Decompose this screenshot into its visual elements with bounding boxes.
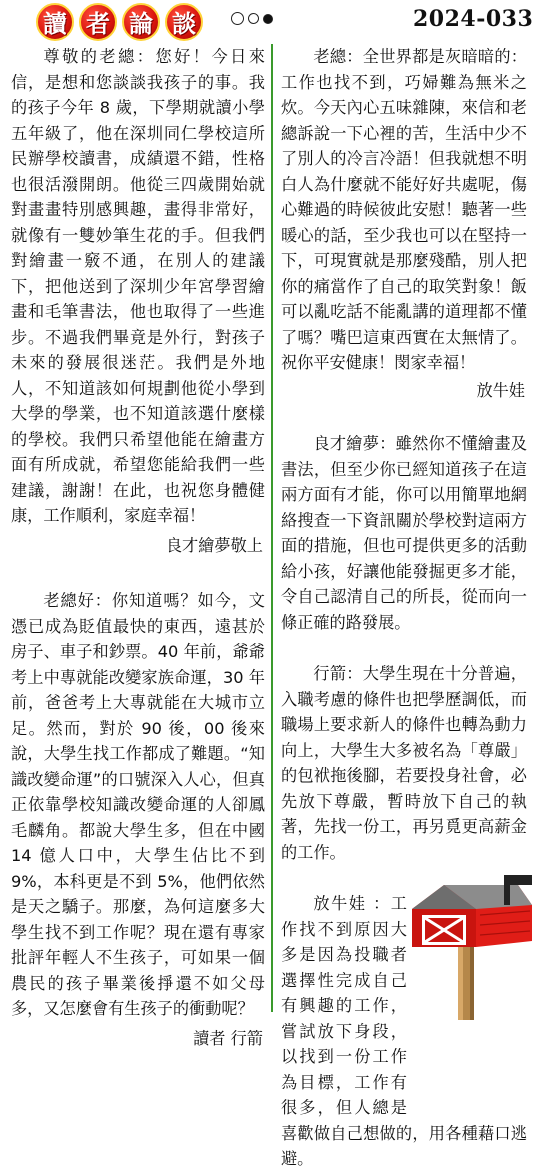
- reader-letter: 尊敬的老總：您好！今日來信，是想和您談談我孩子的事。我的孩子今年 8 歲，下學期就讀小學五年級了，他在深圳同仁學校這所民辦學校讀書，成績還不錯，性格也很活潑開朗。他從三四歲開始就對畫畫特別感興趣，畫得非常好，就像有一雙妙筆生花的手。但我們對繪畫一竅不通，在別人的建議下，把他送到了深圳少年宮學習繪畫和毛筆書法，他也取得了一些進步。不過我們畢竟是外行，對孩子未來的發展很迷茫。我們是外地人，不知道該如何規劃他從小學到大學的學業，也不知道該選什麼樣的學校。我們只希望他能在繪畫方面有所成就，希望您能給我們一些建議，謝謝！在此，也祝您身體健康，工作順利，家庭幸福！: [11, 47, 265, 525]
- mailbox-icon: [400, 875, 540, 1020]
- title-char: 談: [165, 3, 203, 41]
- column-title: [36, 3, 203, 41]
- left-column: [11, 44, 265, 1051]
- title-char: 者: [79, 3, 117, 41]
- editor-reply: 行箭：大學生現在十分普遍，入職考慮的條件也把學歷調低，而職場上要求新人的條件也轉為動力向上，大學生大多被名為「尊嚴」的包袱拖後腳，若要投身社會，必先放下尊嚴，暫時放下自己的執著，先找一份工，再另覓更高薪金的工作。: [281, 664, 527, 862]
- title-char: 論: [122, 3, 160, 41]
- reader-letter: 老總：全世界都是灰暗暗的：工作也找不到，巧婦難為無米之炊。今天內心五味雜陳，來信和老總訴說一下心裡的苦，生活中少不了別人的冷言冷語！但我就想不明白人為什麼就不能好好共處呢，傷心難過的時候彼此安慰！聽著一些暖心的話，至少我也可以在堅持一下，可現實就是那麼殘酷，別人把你的痛當作了自己的取笑對象！飯可以亂吃話不能亂講的道理都不懂了嗎？嘴巴這東西實在太無情了。祝你平安健康！閔家幸福！: [281, 47, 527, 372]
- circle-outline-icon: [231, 12, 244, 25]
- editor-reply: 放牛娃 ：工作找不到原因大多是因為投職者選擇性完成自己有興趣的工作，嘗試放下身段，以找到一份工作為目標，工作有很多，但人總是喜歡做自己想做的，用各種藉口逃避。: [281, 894, 527, 1168]
- column-divider: [271, 44, 273, 1012]
- decorative-dots: [231, 12, 273, 25]
- circle-outline-icon: [248, 13, 259, 24]
- reader-letter: 老總好：你知道嗎？如今，文憑已成為貶值最快的東西，遠甚於房子、車子和鈔票。40 年前，爺爺考上中專就能改變家族命運，30 年前，爸爸考上大專就能在大城市立足。然而，對於 90 後，00 後來說，大學生找工作都成了難題。“知識改變命運”的口號深入人心，但真正依靠學校知識改變命運的人卻鳳毛麟角。都說大學生多，但在中國 14 億人口中，大學生佔比不到 9%，本科更是不到 5%，他們依然是天之驕子。那麼，為何這麼多大學生找不到工作呢？現在還有專家批評年輕人不生孩子，可如果一個農民的孩子畢業後掙還不如父母多，又怎麼會有生孩子的衝動呢？: [11, 591, 265, 1018]
- letter-signature: 放牛娃: [476, 380, 525, 400]
- page-header: [0, 0, 545, 40]
- issue-number: 2024-033: [413, 6, 534, 32]
- editor-reply: 良才繪夢：雖然你不懂繪畫及書法，但至少你已經知道孩子在這兩方面有才能，你可以用簡單地網絡搜查一下資訊關於學校對這兩方面的措施，但也可提供更多的活動給小孩，好讓他能發掘更多才能，令自己認清自己的所長，從而向一條正確的路發展。: [281, 434, 527, 632]
- circle-filled-icon: [263, 14, 273, 24]
- title-char: 讀: [36, 3, 74, 41]
- letter-signature: 讀者 行箭: [193, 1028, 263, 1048]
- letter-signature: 良才繪夢敬上: [165, 535, 263, 555]
